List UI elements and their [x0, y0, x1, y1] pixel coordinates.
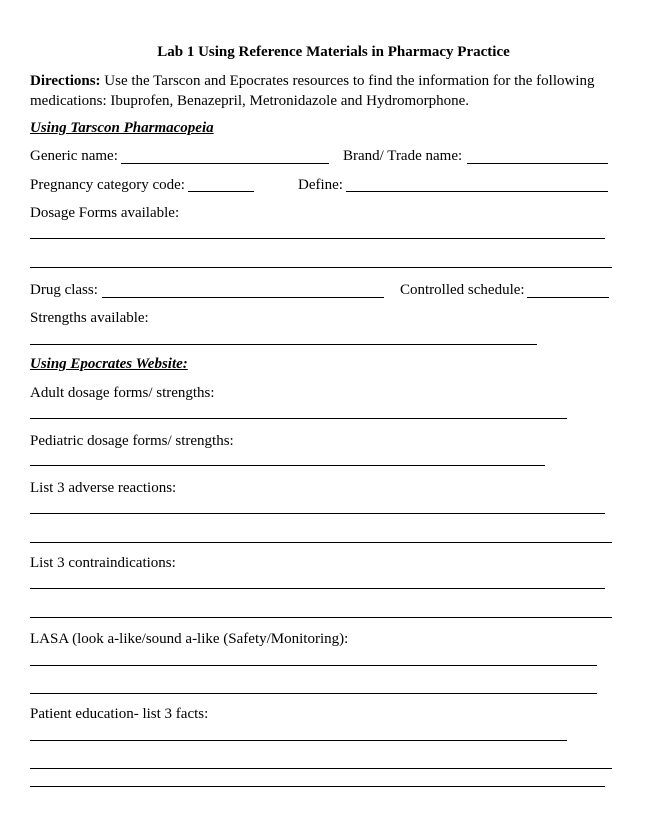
patient-education-label: Patient education- list 3 facts:: [30, 706, 209, 722]
dosage-forms-line-1[interactable]: [30, 238, 605, 239]
contraindications-line-1[interactable]: [30, 588, 605, 589]
lasa-label: LASA (look a-like/sound a-like (Safety/Monitoring):: [30, 631, 349, 647]
controlled-schedule-line[interactable]: [527, 297, 609, 298]
adult-dosage-label: Adult dosage forms/ strengths:: [30, 385, 215, 401]
drug-class-label: Drug class:: [30, 282, 98, 298]
directions-text: Use the Tarscon and Epocrates resources to find the information for the following medications: Ibuprofen, Benazepril, Metronidazole and Hydromorphone.: [30, 73, 595, 109]
strengths-label: Strengths available:: [30, 310, 149, 326]
define-label: Define:: [298, 177, 343, 193]
dosage-forms-label: Dosage Forms available:: [30, 205, 180, 221]
pediatric-dosage-line[interactable]: [30, 465, 545, 466]
drug-class-line[interactable]: [102, 297, 384, 298]
pregnancy-code-label: Pregnancy category code:: [30, 177, 185, 193]
adverse-reactions-line-1[interactable]: [30, 513, 605, 514]
tarscon-heading: Using Tarscon Pharmacopeia: [30, 120, 214, 136]
brand-name-label: Brand/ Trade name:: [343, 148, 463, 164]
contraindications-label: List 3 contraindications:: [30, 555, 176, 571]
dosage-forms-line-2[interactable]: [30, 267, 612, 268]
contraindications-line-2[interactable]: [30, 617, 612, 618]
lasa-line-2[interactable]: [30, 693, 597, 694]
strengths-line[interactable]: [30, 344, 537, 345]
controlled-schedule-label: Controlled schedule:: [400, 282, 525, 298]
define-line[interactable]: [346, 191, 608, 192]
directions-label: Directions:: [30, 73, 101, 89]
patient-education-line-3[interactable]: [30, 786, 605, 787]
page-title: Lab 1 Using Reference Materials in Pharmacy Practice: [157, 44, 510, 60]
pediatric-dosage-label: Pediatric dosage forms/ strengths:: [30, 433, 234, 449]
generic-name-label: Generic name:: [30, 148, 118, 164]
patient-education-line-1[interactable]: [30, 740, 567, 741]
adverse-reactions-line-2[interactable]: [30, 542, 612, 543]
directions: [30, 71, 640, 111]
brand-name-line[interactable]: [467, 163, 608, 164]
lasa-line-1[interactable]: [30, 665, 597, 666]
adult-dosage-line[interactable]: [30, 418, 567, 419]
generic-name-line[interactable]: [121, 163, 329, 164]
patient-education-line-2[interactable]: [30, 768, 612, 769]
epocrates-heading: Using Epocrates Website:: [30, 356, 188, 372]
pregnancy-code-line[interactable]: [188, 191, 254, 192]
adverse-reactions-label: List 3 adverse reactions:: [30, 480, 177, 496]
